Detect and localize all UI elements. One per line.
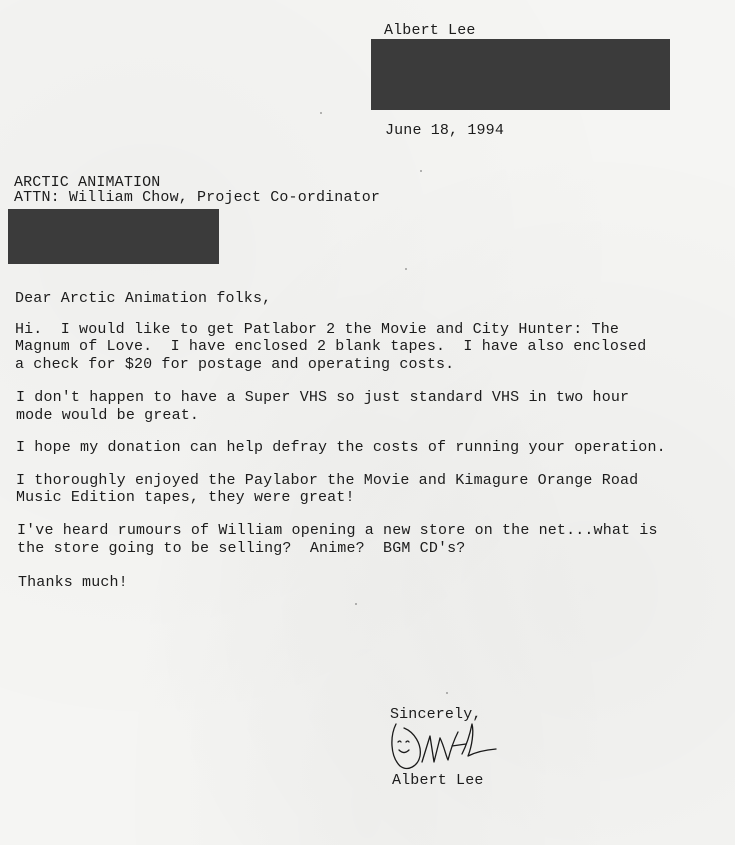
redacted-sender-address	[371, 39, 670, 110]
sender-name: Albert Lee	[384, 22, 476, 39]
paper-speck	[320, 112, 322, 114]
body-paragraph-6-line-1: Thanks much!	[18, 574, 128, 591]
body-paragraph-4-line-2: Music Edition tapes, they were great!	[16, 489, 355, 506]
body-paragraph-4-line-1: I thoroughly enjoyed the Paylabor the Movie and Kimagure Orange Road	[16, 472, 639, 489]
salutation: Dear Arctic Animation folks,	[15, 290, 272, 307]
body-paragraph-5-line-1: I've heard rumours of William opening a new store on the net...what is	[17, 522, 658, 539]
paper-speck	[405, 268, 407, 270]
recipient-org: ARCTIC ANIMATION	[14, 174, 161, 191]
body-paragraph-1-line-1: Hi. I would like to get Patlabor 2 the Movie and City Hunter: The	[15, 321, 619, 338]
paper-speck	[355, 603, 357, 605]
paper-speck	[420, 170, 422, 172]
closing: Sincerely,	[390, 706, 482, 723]
recipient-attn: ATTN: William Chow, Project Co-ordinator	[14, 189, 381, 206]
signature-name: Albert Lee	[392, 772, 484, 789]
handwritten-signature	[388, 716, 500, 774]
body-paragraph-2-line-1: I don't happen to have a Super VHS so just standard VHS in two hour	[16, 389, 630, 406]
redacted-recipient-address	[8, 209, 219, 264]
body-paragraph-1-line-3: a check for $20 for postage and operating costs.	[15, 356, 455, 373]
body-paragraph-1-line-2: Magnum of Love. I have enclosed 2 blank tapes. I have also enclosed	[15, 338, 647, 355]
paper-speck	[446, 692, 448, 694]
body-paragraph-5-line-2: the store going to be selling? Anime? BGM CD's?	[17, 540, 466, 557]
letter-date: June 18, 1994	[385, 122, 504, 139]
body-paragraph-2-line-2: mode would be great.	[16, 407, 200, 424]
body-paragraph-3-line-1: I hope my donation can help defray the costs of running your operation.	[16, 439, 666, 456]
